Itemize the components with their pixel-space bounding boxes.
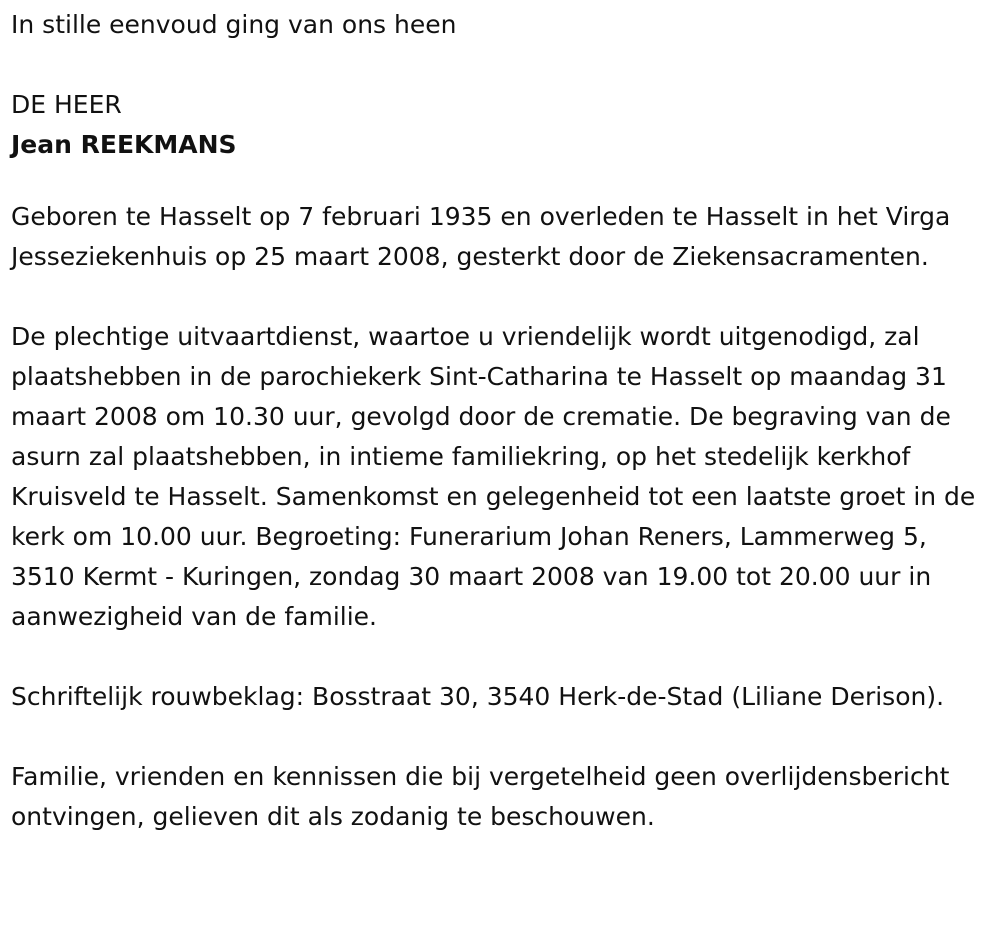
closing-paragraph: Familie, vrienden en kennissen die bij vergetelheid geen overlijdensbericht ontvingen, gelieven dit als zodanig te beschouwen. — [11, 762, 950, 831]
spacer — [11, 717, 996, 757]
deceased-name: Jean REEKMANS — [11, 130, 237, 159]
spacer — [11, 637, 996, 677]
intro-line: In stille eenvoud ging van ons heen — [11, 10, 457, 39]
spacer — [11, 277, 996, 317]
honorific: DE HEER — [11, 90, 122, 119]
funeral-paragraph: De plechtige uitvaartdienst, waartoe u vriendelijk wordt uitgenodigd, zal plaatshebben in de parochiekerk Sint-Catharina te Hasselt op maandag 31 maart 2008 om 10.30 uur, gevolgd door de crematie. De begraving van de asurn zal plaatshebben, in intieme familiekring, op het stedelijk kerkhof Kruisveld te Hasselt. Samenkomst en gelegenheid tot een laatste groet in de kerk om 10.00 uur. Begroeting: Funerarium Johan Reners, Lammerweg 5, 3510 Kermt - Kuringen, zondag 30 maart 2008 van 19.00 tot 20.00 uur in aanwezigheid van de familie. — [11, 322, 976, 631]
spacer — [11, 173, 996, 197]
condolences-paragraph: Schriftelijk rouwbeklag: Bosstraat 30, 3540 Herk-de-Stad (Liliane Derison). — [11, 682, 945, 711]
death-notice — [11, 5, 996, 837]
birth-death-paragraph: Geboren te Hasselt op 7 februari 1935 en overleden te Hasselt in het Virga Jesseziekenhuis op 25 maart 2008, gesterkt door de Ziekensacramenten. — [11, 202, 951, 271]
spacer — [11, 45, 996, 85]
